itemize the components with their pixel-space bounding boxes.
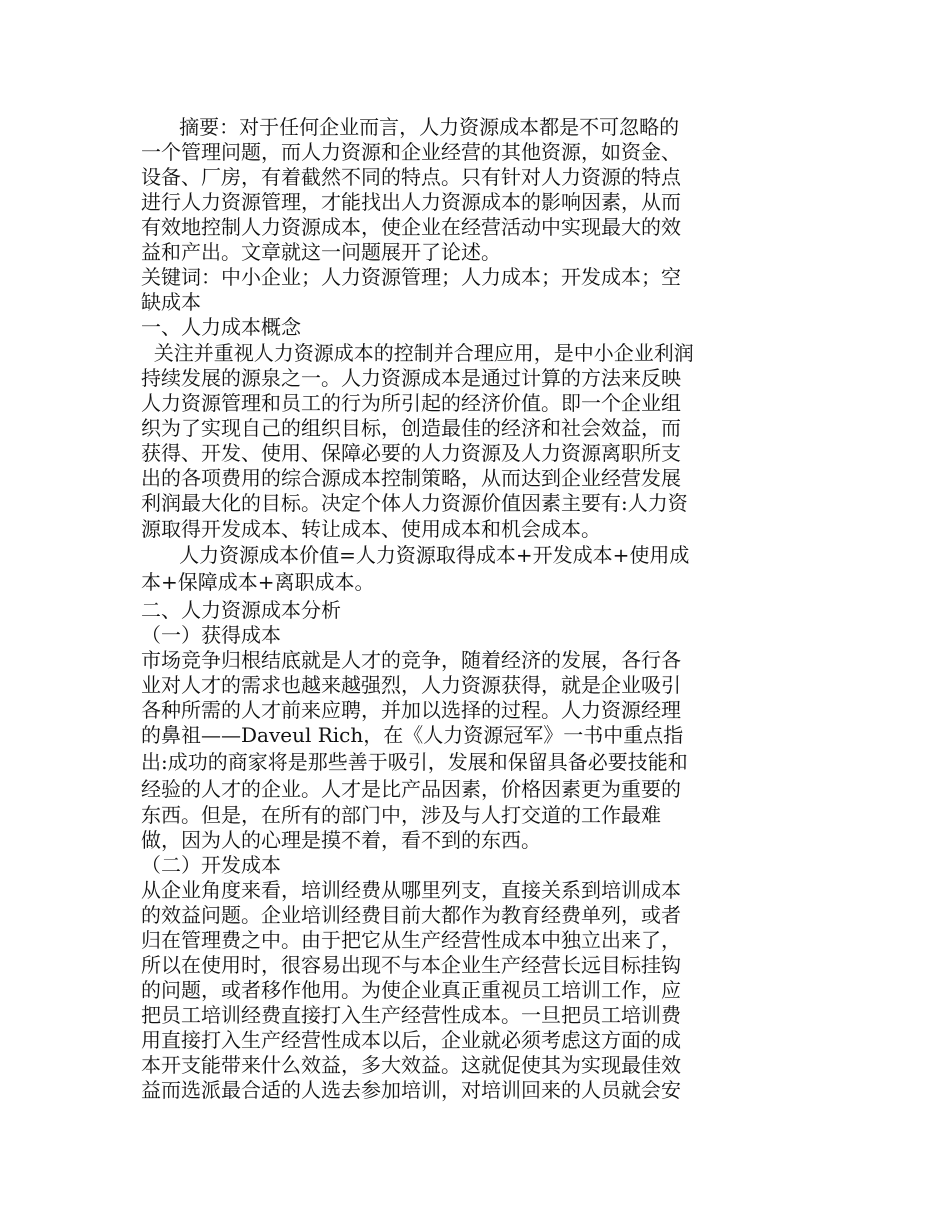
abstract-line-4: 进行人力资源管理，才能找出人力资源成本的影响因素，从而: [141, 190, 681, 214]
paragraph-line: 做，因为人的心理是摸不着，看不到的东西。: [141, 828, 541, 852]
paragraph-line: 经验的人才的企业。人才是比产品因素，价格因素更为重要的: [141, 777, 681, 801]
paragraph-line: 各种所需的人才前来应聘，并加以选择的过程。人力资源经理: [141, 698, 681, 722]
paragraph-line: 益而选派最合适的人选去参加培训，对培训回来的人员就会安: [141, 1078, 681, 1102]
paragraph-line: 利润最大化的目标。决定个体人力资源价值因素主要有:人力资: [141, 491, 688, 515]
abstract-line-5: 有效地控制人力资源成本，使企业在经营活动中实现最大的效: [141, 215, 681, 239]
paragraph-line: 东西。但是，在所有的部门中，涉及与人打交道的工作最难: [141, 803, 661, 827]
paragraph-line: 市场竞争归根结底就是人才的竞争，随着经济的发展，各行各: [141, 648, 681, 672]
section-2-heading: 二、人力资源成本分析: [141, 598, 341, 622]
paragraph-line: 出的各项费用的综合源成本控制策略，从而达到企业经营发展: [141, 466, 681, 490]
section-1-heading: 一、人力成本概念: [141, 315, 301, 339]
abstract-line-2: 一个管理问题，而人力资源和企业经营的其他资源，如资金、: [141, 140, 681, 164]
paragraph-line: 所以在使用时，很容易出现不与本企业生产经营长远目标挂钩: [141, 953, 681, 977]
paragraph-line: 源取得开发成本、转让成本、使用成本和机会成本。: [141, 517, 601, 541]
paragraph-line: 出:成功的商家将是那些善于吸引，发展和保留具备必要技能和: [141, 750, 688, 774]
paragraph-line: 人力资源管理和员工的行为所引起的经济价值。即一个企业组: [141, 391, 681, 415]
keywords-line-1: 关键词：中小企业；人力资源管理；人力成本；开发成本；空: [141, 265, 681, 289]
formula-line-1: 人力资源成本价值=人力资源取得成本+开发成本+使用成: [141, 543, 690, 567]
paragraph-line: 织为了实现自己的组织目标，创造最佳的经济和社会效益，而: [141, 416, 681, 440]
paragraph-line: 关注并重视人力资源成本的控制并合理应用，是中小企业利润: [141, 341, 694, 365]
paragraph-line: 业对人才的需求也越来越强烈，人力资源获得，就是企业吸引: [141, 673, 681, 697]
paragraph-line: 本开支能带来什么效益，多大效益。这就促使其为实现最佳效: [141, 1053, 681, 1077]
paragraph-line: 从企业角度来看，培训经费从哪里列支，直接关系到培训成本: [141, 878, 681, 902]
subsection-2-heading: （二）开发成本: [141, 853, 281, 877]
paragraph-line: 的问题，或者移作他用。为使企业真正重视员工培训工作，应: [141, 978, 681, 1002]
subsection-1-heading: （一）获得成本: [141, 623, 281, 647]
formula-line-2: 本+保障成本+离职成本。: [141, 570, 375, 594]
paragraph-line: 的效益问题。企业培训经费目前大都作为教育经费单列，或者: [141, 903, 681, 927]
abstract-line-1: 摘要：对于任何企业而言，人力资源成本都是不可忽略的: [141, 115, 680, 139]
paragraph-line: 用直接打入生产经营性成本以后，企业就必须考虑这方面的成: [141, 1028, 681, 1052]
paragraph-line: 的鼻祖——Daveul Rich，在《人力资源冠军》一书中重点指: [141, 723, 684, 747]
paragraph-line: 归在管理费之中。由于把它从生产经营性成本中独立出来了，: [141, 928, 681, 952]
paragraph-line: 把员工培训经费直接打入生产经营性成本。一旦把员工培训费: [141, 1003, 681, 1027]
paragraph-line: 持续发展的源泉之一。人力资源成本是通过计算的方法来反映: [141, 366, 681, 390]
abstract-line-6: 益和产出。文章就这一问题展开了论述。: [141, 240, 501, 264]
abstract-line-3: 设备、厂房，有着截然不同的特点。只有针对人力资源的特点: [141, 165, 681, 189]
keywords-line-2: 缺成本: [141, 290, 201, 314]
paragraph-line: 获得、开发、使用、保障必要的人力资源及人力资源离职所支: [141, 441, 681, 465]
